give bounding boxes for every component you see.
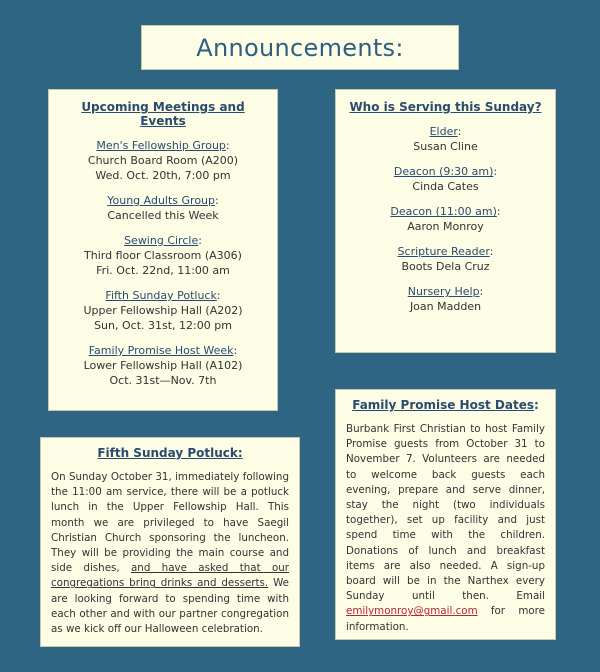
- serving-item: Deacon (9:30 am): Cinda Cates: [344, 164, 547, 194]
- server-name: Cinda Cates: [412, 180, 479, 193]
- family-promise-panel: [335, 389, 556, 640]
- role-label: Nursery Help: [407, 285, 480, 298]
- promise-heading: Family Promise Host Dates:: [352, 398, 539, 412]
- meeting-label: Young Adults Group: [107, 194, 216, 207]
- meetings-panel: [48, 89, 278, 411]
- serving-heading: Who is Serving this Sunday?: [349, 100, 542, 114]
- meeting-line: Oct. 31st—Nov. 7th: [109, 374, 217, 387]
- title-banner: [141, 25, 459, 70]
- meeting-line: Wed. Oct. 20th, 7:00 pm: [95, 169, 231, 182]
- meeting-item: Family Promise Host Week: Lower Fellowship Hall (A102) Oct. 31st—Nov. 7th: [57, 343, 269, 388]
- serving-panel: [335, 89, 556, 353]
- meeting-item: Men's Fellowship Group: Church Board Room (A200) Wed. Oct. 20th, 7:00 pm: [57, 138, 269, 183]
- meeting-label: Men's Fellowship Group: [96, 139, 226, 152]
- serving-item: Deacon (11:00 am): Aaron Monroy: [344, 204, 547, 234]
- potluck-heading: Fifth Sunday Potluck:: [97, 446, 243, 460]
- meeting-line: Sun, Oct. 31st, 12:00 pm: [94, 319, 232, 332]
- potluck-panel: [40, 437, 300, 647]
- server-name: Susan Cline: [413, 140, 478, 153]
- serving-item: Elder: Susan Cline: [344, 124, 547, 154]
- meeting-label: Fifth Sunday Potluck: [105, 289, 217, 302]
- meeting-line: Upper Fellowship Hall (A202): [83, 304, 243, 317]
- meeting-item: Young Adults Group: Cancelled this Week: [57, 193, 269, 223]
- server-name: Boots Dela Cruz: [401, 260, 490, 273]
- role-label: Deacon (11:00 am): [390, 205, 497, 218]
- role-label: Scripture Reader: [397, 245, 490, 258]
- role-label: Deacon (9:30 am): [393, 165, 494, 178]
- meeting-line: Fri. Oct. 22nd, 11:00 am: [96, 264, 230, 277]
- serving-item: Scripture Reader: Boots Dela Cruz: [344, 244, 547, 274]
- serving-item: Nursery Help: Joan Madden: [344, 284, 547, 314]
- meetings-heading: Upcoming Meetings and Events: [81, 100, 245, 128]
- meeting-line: Lower Fellowship Hall (A102): [83, 359, 243, 372]
- meeting-label: Family Promise Host Week: [88, 344, 234, 357]
- meeting-line: Cancelled this Week: [107, 209, 219, 222]
- server-name: Aaron Monroy: [407, 220, 484, 233]
- role-label: Elder: [429, 125, 458, 138]
- meeting-item: Sewing Circle: Third floor Classroom (A306) Fri. Oct. 22nd, 11:00 am: [57, 233, 269, 278]
- meeting-line: Third floor Classroom (A306): [84, 249, 242, 262]
- promise-text: Burbank First Christian to host Family Promise guests from October 31 to November 7. Volunteers are needed to welcome back guests each evening, prepare and serve dinner, stay the night (two individuals together), set up facility and just spend time with the children. Donations of lunch and breakfast items are also needed. A sign-up board will be in the Narthex every Sunday until then. Email emilymonroy@gmail.com for more information.: [346, 423, 545, 633]
- meeting-label: Sewing Circle: [124, 234, 199, 247]
- page-title: Announcements:: [196, 33, 404, 62]
- email-link[interactable]: emilymonroy@gmail.com: [346, 605, 478, 618]
- meeting-line: Church Board Room (A200): [87, 154, 239, 167]
- potluck-text: On Sunday October 31, immediately following the 11:00 am service, there will be a potluck lunch in the Upper Fellowship Hall. This month we are privileged to have Saegil Christian Church sponsoring the luncheon. They will be providing the main course and side dishes, and have asked that our congregations bring drinks and desserts. We are looking forward to spending time with each other and with our partner congregation as we kick off our Halloween celebration.: [51, 471, 290, 636]
- server-name: Joan Madden: [409, 300, 482, 313]
- meeting-item: Fifth Sunday Potluck: Upper Fellowship Hall (A202) Sun, Oct. 31st, 12:00 pm: [57, 288, 269, 333]
